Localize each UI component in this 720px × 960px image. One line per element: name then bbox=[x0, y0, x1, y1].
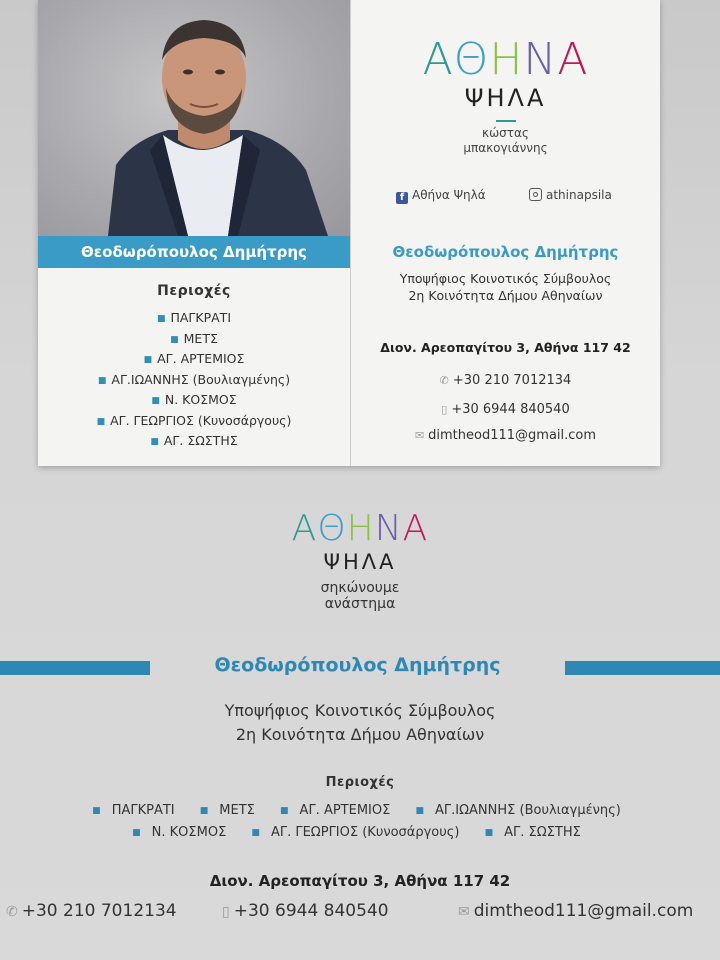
logo-letter: Ν bbox=[374, 508, 403, 549]
logo-subtitle: ΨΗΛΑ bbox=[464, 84, 547, 112]
flyer-email[interactable] bbox=[458, 901, 693, 921]
mobile-text: +30 6944 840540 bbox=[233, 901, 389, 921]
email-text: dimtheod111@gmail.com bbox=[428, 428, 597, 443]
business-card bbox=[38, 0, 660, 466]
area-label: ΑΓ. ΑΡΤΕΜΙΟΣ bbox=[157, 351, 245, 366]
square-bullet-icon: ■ bbox=[484, 828, 494, 838]
role-line: 2η Κοινότητα Δήμου Αθηναίων bbox=[235, 725, 485, 744]
area-label: ΑΓ. ΓΕΩΡΓΙΟΣ (Κυνοσάργους) bbox=[110, 412, 292, 428]
square-bullet-icon: ■ bbox=[156, 314, 166, 324]
instagram-link[interactable] bbox=[529, 188, 612, 202]
square-bullet-icon: ■ bbox=[96, 416, 106, 427]
square-bullet-icon: ■ bbox=[150, 437, 159, 447]
mail-icon: ✉ bbox=[414, 429, 425, 442]
card-front-panel bbox=[38, 0, 350, 466]
list-item bbox=[38, 390, 350, 411]
logo-letter: Η bbox=[346, 508, 375, 549]
party-logo bbox=[351, 34, 660, 156]
area-label: ΑΓ.ΙΩΑΝΝΗΣ (Βουλιαγμένης) bbox=[435, 803, 621, 818]
flyer-areas-row bbox=[0, 803, 720, 818]
list-item bbox=[38, 349, 350, 370]
area-label: Ν. ΚΟΣΜΟΣ bbox=[151, 825, 227, 840]
instagram-label: athinapsila bbox=[546, 188, 612, 202]
square-bullet-icon: ■ bbox=[143, 355, 153, 365]
mobile-icon: ▯ bbox=[441, 403, 448, 416]
area-label: ΑΓ. ΣΩΣΤΗΣ bbox=[163, 433, 238, 448]
facebook-icon: f bbox=[396, 192, 408, 204]
list-item bbox=[38, 370, 350, 391]
area-label: Ν. ΚΟΣΜΟΣ bbox=[164, 392, 237, 407]
slogan-line2: ανάστημα bbox=[324, 596, 396, 612]
role-line: Υποψήφιος Κοινοτικός Σύμβουλος bbox=[224, 701, 496, 720]
flyer-role bbox=[0, 699, 720, 747]
card-areas-title: Περιοχές bbox=[157, 283, 231, 299]
list-item bbox=[280, 803, 397, 818]
list-item bbox=[38, 411, 350, 432]
list-item bbox=[38, 431, 350, 452]
logo-letter: Θ bbox=[317, 508, 347, 549]
leader-name-line2: μπακογιάννης bbox=[463, 141, 548, 155]
logo-letter: Η bbox=[489, 34, 524, 85]
list-item bbox=[485, 825, 588, 840]
logo-wordmark bbox=[351, 34, 660, 85]
name-bar-left bbox=[0, 661, 150, 675]
phone-icon: ✆ bbox=[439, 374, 449, 387]
mail-icon: ✉ bbox=[458, 904, 470, 920]
logo-letter: Α bbox=[557, 34, 589, 85]
card-areas-list bbox=[38, 308, 350, 452]
area-label: ΑΓ. ΑΡΤΕΜΙΟΣ bbox=[299, 803, 391, 818]
mobile-icon: ▯ bbox=[222, 904, 230, 920]
flyer-phone bbox=[6, 901, 177, 921]
phone-text: +30 210 7012134 bbox=[452, 373, 572, 388]
flyer-logo bbox=[0, 510, 720, 612]
square-bullet-icon: ■ bbox=[199, 806, 209, 816]
card-address: Διον. Αρεοπαγίτου 3, Αθήνα 117 42 bbox=[380, 340, 631, 355]
role-line: Υποψήφιος Κοινοτικός Σύμβουλος bbox=[399, 271, 612, 286]
card-email[interactable] bbox=[351, 428, 660, 443]
flyer-areas-row bbox=[0, 825, 720, 840]
list-item bbox=[415, 803, 627, 818]
phone-icon: ✆ bbox=[6, 904, 18, 920]
facebook-link[interactable] bbox=[396, 188, 486, 204]
card-mobile bbox=[351, 402, 660, 417]
area-label: ΠΑΓΚΡΑΤΙ bbox=[111, 803, 175, 818]
square-bullet-icon: ■ bbox=[251, 828, 260, 838]
name-bar-right bbox=[565, 661, 720, 675]
square-bullet-icon: ■ bbox=[280, 806, 289, 816]
logo-wordmark bbox=[0, 510, 720, 548]
card-role bbox=[351, 270, 660, 304]
area-label: ΜΕΤΣ bbox=[183, 330, 218, 346]
list-item bbox=[251, 825, 466, 840]
list-item bbox=[92, 803, 181, 818]
square-bullet-icon: ■ bbox=[170, 334, 179, 345]
logo-letter: Α bbox=[402, 508, 429, 549]
logo-subtitle: ΨΗΛΑ bbox=[323, 550, 397, 574]
card-back-panel bbox=[351, 0, 660, 466]
card-phone bbox=[351, 373, 660, 388]
square-bullet-icon: ■ bbox=[92, 806, 101, 816]
flyer-address: Διον. Αρεοπαγίτου 3, Αθήνα 117 42 bbox=[209, 872, 511, 890]
flyer-areas-title: Περιοχές bbox=[325, 775, 395, 790]
area-label: ΜΕΤΣ bbox=[219, 803, 255, 818]
logo-letter: Ν bbox=[523, 34, 558, 85]
mobile-text: +30 6944 840540 bbox=[451, 402, 570, 417]
list-item bbox=[132, 825, 233, 840]
square-bullet-icon: ■ bbox=[151, 396, 160, 406]
square-bullet-icon: ■ bbox=[415, 806, 424, 816]
card-name-banner: Θεοδωρόπουλος Δημήτρης bbox=[38, 236, 350, 268]
list-item bbox=[38, 308, 350, 329]
candidate-photo bbox=[38, 0, 350, 236]
square-bullet-icon: ■ bbox=[132, 828, 141, 838]
logo-letter: Θ bbox=[453, 34, 490, 85]
role-line: 2η Κοινότητα Δήμου Αθηναίων bbox=[408, 288, 603, 303]
instagram-icon bbox=[529, 188, 542, 201]
area-label: ΑΓ. ΣΩΣΤΗΣ bbox=[504, 825, 581, 840]
area-label: ΑΓ. ΓΕΩΡΓΙΟΣ (Κυνοσάργους) bbox=[270, 825, 460, 840]
leader-name-line1: κώστας bbox=[482, 126, 529, 140]
list-item bbox=[38, 329, 350, 350]
list-item bbox=[200, 803, 262, 818]
logo-divider bbox=[496, 120, 516, 122]
logo-letter: Α bbox=[422, 34, 454, 85]
area-label: ΑΓ.ΙΩΑΝΝΗΣ (Βουλιαγμένης) bbox=[111, 371, 291, 387]
slogan-line1: σηκώνουμε bbox=[320, 580, 400, 596]
flyer-candidate-name: Θεοδωρόπουλος Δημήτρης bbox=[214, 654, 501, 676]
phone-text: +30 210 7012134 bbox=[21, 901, 177, 921]
square-bullet-icon: ■ bbox=[97, 375, 107, 386]
card-candidate-name: Θεοδωρόπουλος Δημήτρης bbox=[392, 243, 619, 261]
facebook-label: Αθήνα Ψηλά bbox=[412, 188, 486, 202]
email-text: dimtheod111@gmail.com bbox=[473, 901, 694, 921]
area-label: ΠΑΓΚΡΑΤΙ bbox=[170, 310, 232, 325]
flyer-mobile bbox=[222, 901, 389, 921]
logo-letter: Α bbox=[291, 508, 318, 549]
